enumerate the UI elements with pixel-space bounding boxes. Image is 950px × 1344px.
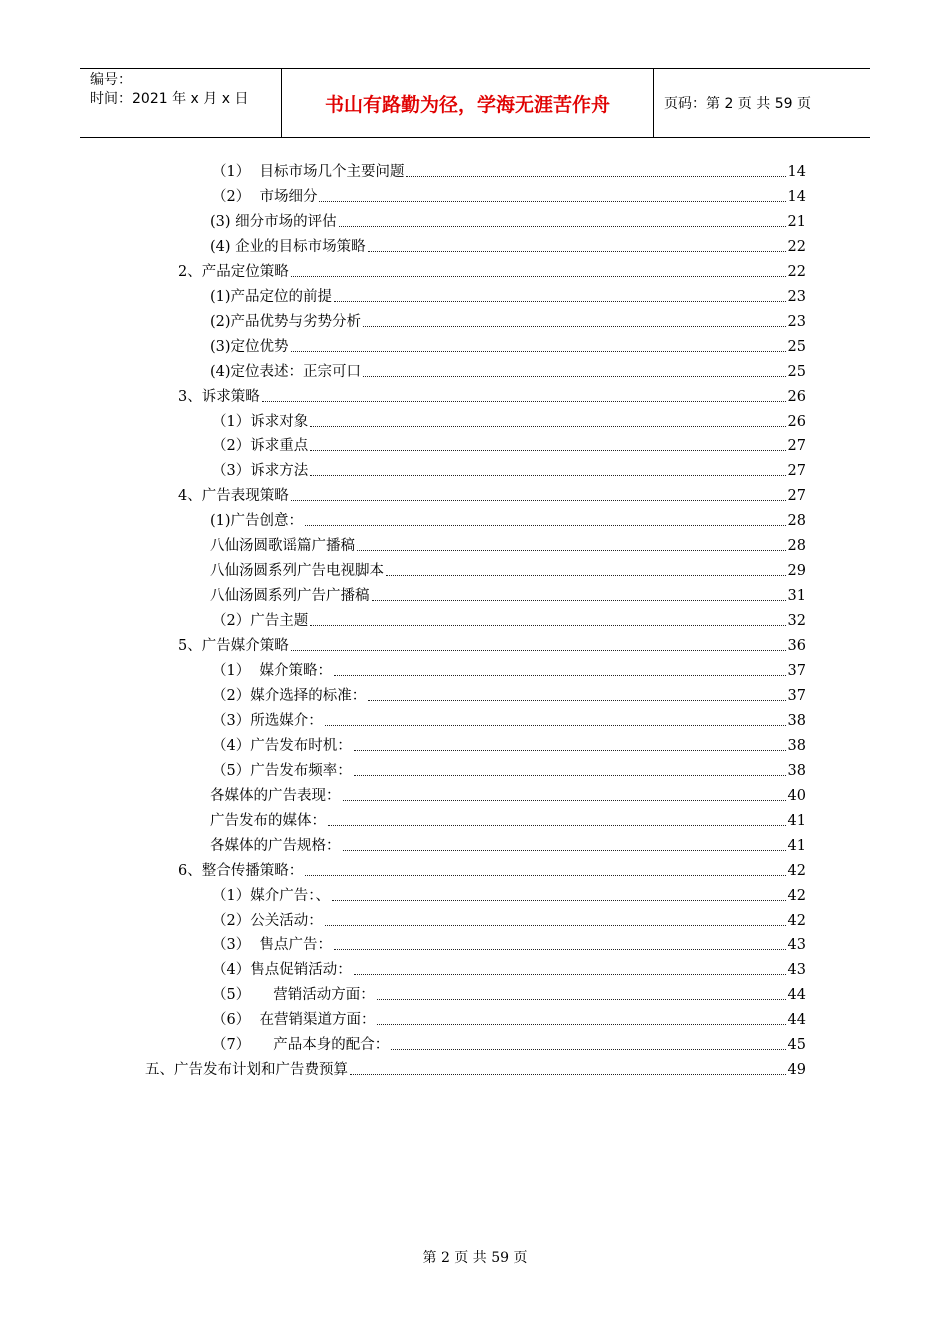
toc-entry-title: （1） 媒介策略：	[212, 663, 332, 679]
toc-entry[interactable]	[210, 532, 806, 556]
toc-entry-page: 23	[787, 313, 806, 330]
toc-entry-title: 八仙汤圆歌谣篇广播稿	[210, 538, 355, 555]
toc-entry-title: 4、广告表现策略	[178, 488, 289, 505]
toc-entry-page: 37	[787, 687, 806, 704]
toc-entry-title: （4）广告发布时机：	[212, 737, 352, 754]
toc-leader-dots	[310, 475, 785, 476]
toc-entry-page: 43	[787, 962, 806, 979]
toc-entry-page: 28	[787, 538, 806, 555]
toc-leader-dots	[291, 351, 786, 352]
toc-entry-page: 45	[787, 1037, 806, 1054]
toc-entry-page: 38	[787, 737, 806, 754]
toc-leader-dots	[354, 974, 786, 975]
toc-entry-page: 28	[787, 513, 806, 530]
toc-leader-dots	[354, 750, 786, 751]
toc-entry[interactable]	[212, 732, 806, 756]
toc-leader-dots	[368, 251, 786, 252]
toc-entry-page: 27	[787, 463, 806, 480]
toc-entry-page: 43	[787, 937, 806, 954]
toc-leader-dots	[334, 301, 786, 302]
document-date-label: 时间：2021 年 x 月 x 日	[90, 91, 249, 107]
toc-entry[interactable]	[212, 931, 806, 955]
toc-entry-title: 2、产品定位策略	[178, 263, 289, 280]
toc-leader-dots	[310, 450, 785, 451]
toc-entry[interactable]	[210, 233, 806, 257]
toc-entry-title: 5、广告媒介策略	[178, 638, 289, 655]
toc-entry-page: 37	[787, 663, 806, 679]
toc-entry-page: 23	[787, 288, 806, 305]
toc-leader-dots	[391, 1049, 785, 1050]
toc-entry[interactable]	[210, 807, 806, 831]
toc-entry-title: （1）诉求对象	[212, 413, 309, 430]
toc-entry[interactable]	[178, 482, 806, 506]
toc-entry-title: （1）媒介广告：、	[212, 887, 330, 904]
toc-entry-title: （3）诉求方法	[212, 463, 309, 480]
toc-leader-dots	[357, 550, 786, 551]
toc-entry-page: 26	[787, 388, 806, 405]
toc-entry[interactable]	[212, 981, 806, 1005]
toc-entry-page: 41	[787, 837, 806, 854]
toc-entry-title: 各媒体的广告表现：	[210, 787, 341, 804]
toc-entry[interactable]	[212, 707, 806, 731]
header-motto: 书山有路勤为径，学海无涯苦作舟	[282, 69, 654, 137]
toc-leader-dots	[325, 725, 786, 726]
toc-leader-dots	[305, 875, 785, 876]
toc-leader-dots	[343, 800, 786, 801]
toc-entry-page: 22	[787, 263, 806, 280]
toc-entry[interactable]	[210, 358, 806, 382]
toc-entry-title: （2）公关活动：	[212, 912, 323, 929]
toc-entry-page: 14	[787, 164, 806, 180]
toc-entry-page: 27	[787, 488, 806, 505]
toc-leader-dots	[350, 1074, 786, 1075]
page-footer: 第 2 页 共 59 页	[422, 1250, 528, 1266]
toc-entry-title: （7） 产品本身的配合：	[212, 1037, 390, 1054]
toc-leader-dots	[339, 226, 786, 227]
toc-entry[interactable]	[145, 1056, 806, 1080]
toc-entry[interactable]	[212, 408, 806, 432]
toc-entry-title: (4)定位表述：正宗可口	[210, 363, 362, 380]
toc-entry-page: 21	[787, 213, 806, 230]
toc-entry[interactable]	[210, 507, 806, 531]
page-header	[80, 68, 870, 138]
toc-entry-title: （5） 营销活动方面：	[212, 987, 375, 1004]
toc-leader-dots	[328, 825, 786, 826]
toc-entry[interactable]	[212, 432, 806, 456]
toc-entry-page: 42	[787, 912, 806, 929]
toc-entry-title: 广告发布的媒体：	[210, 812, 326, 829]
toc-leader-dots	[372, 600, 786, 601]
header-meta	[80, 69, 282, 137]
toc-entry-title: （3）所选媒介：	[212, 712, 323, 729]
toc-entry-title: （4）售点促销活动：	[212, 962, 352, 979]
toc-leader-dots	[363, 326, 786, 327]
toc-leader-dots	[386, 575, 786, 576]
toc-entry-title: (1)广告创意：	[210, 513, 304, 530]
toc-leader-dots	[406, 176, 785, 177]
toc-entry-title: （2）诉求重点	[212, 438, 309, 455]
toc-entry-title: (1)产品定位的前提	[210, 288, 333, 305]
toc-entry-title: (3) 细分市场的评估	[210, 213, 337, 230]
toc-leader-dots	[310, 625, 785, 626]
toc-entry[interactable]	[178, 258, 806, 282]
toc-entry-page: 38	[787, 762, 806, 779]
toc-entry-title: 6、整合传播策略：	[178, 862, 304, 879]
toc-entry[interactable]	[212, 1031, 806, 1055]
toc-leader-dots	[377, 1024, 785, 1025]
toc-entry[interactable]	[210, 832, 806, 856]
header-page-info: 页码：第 2 页 共 59 页	[664, 96, 811, 112]
toc-entry-page: 42	[787, 887, 806, 904]
toc-entry[interactable]	[212, 907, 806, 931]
toc-entry[interactable]	[178, 632, 806, 656]
toc-entry[interactable]	[212, 956, 806, 980]
toc-entry[interactable]	[210, 308, 806, 332]
toc-entry-title: （6） 在营销渠道方面：	[212, 1012, 376, 1029]
toc-entry-title: 3、诉求策略	[178, 388, 260, 405]
toc-entry[interactable]	[212, 457, 806, 481]
toc-entry-title: （1） 目标市场几个主要问题	[212, 164, 405, 180]
toc-entry[interactable]	[212, 183, 806, 207]
toc-leader-dots	[363, 376, 786, 377]
toc-entry[interactable]	[210, 557, 806, 581]
toc-leader-dots	[368, 700, 785, 701]
toc-entry-title: (3)定位优势	[210, 338, 289, 355]
toc-entry-page: 32	[787, 613, 806, 630]
toc-entry[interactable]	[212, 757, 806, 781]
toc-leader-dots	[319, 201, 785, 202]
toc-leader-dots	[332, 900, 786, 901]
toc-entry-title: （2）广告主题	[212, 613, 309, 630]
toc-entry-page: 25	[787, 338, 806, 355]
toc-entry-page: 26	[787, 413, 806, 430]
document-number-label: 编号：	[90, 72, 132, 88]
toc-entry-title: (2)产品优势与劣势分析	[210, 313, 362, 330]
toc-entry[interactable]	[210, 582, 806, 606]
toc-leader-dots	[291, 276, 786, 277]
toc-entry[interactable]	[210, 333, 806, 357]
toc-entry[interactable]	[212, 158, 806, 182]
toc-entry-title: （2）媒介选择的标准：	[212, 687, 367, 704]
toc-entry-page: 14	[787, 188, 806, 205]
toc-entry[interactable]	[178, 857, 806, 881]
toc-entry-page: 41	[787, 812, 806, 829]
toc-entry[interactable]	[210, 283, 806, 307]
toc-entry-title: 各媒体的广告规格：	[210, 837, 341, 854]
toc-entry-title: (4) 企业的目标市场策略	[210, 238, 366, 255]
toc-leader-dots	[262, 401, 786, 402]
toc-entry-page: 22	[787, 238, 806, 255]
toc-entry[interactable]	[210, 208, 806, 232]
toc-entry-title: 八仙汤圆系列广告电视脚本	[210, 563, 384, 580]
toc-entry-title: 五、广告发布计划和广告费预算	[145, 1062, 348, 1079]
toc-entry-page: 42	[787, 862, 806, 879]
toc-entry[interactable]	[212, 682, 806, 706]
toc-leader-dots	[310, 426, 785, 427]
toc-entry[interactable]	[210, 782, 806, 806]
toc-entry-page: 44	[787, 1012, 806, 1029]
toc-entry[interactable]	[212, 607, 806, 631]
toc-leader-dots	[354, 775, 786, 776]
toc-leader-dots	[291, 650, 786, 651]
toc-entry-page: 31	[787, 588, 806, 605]
toc-entry[interactable]	[178, 383, 806, 407]
toc-entry-page: 38	[787, 712, 806, 729]
toc-leader-dots	[305, 525, 786, 526]
toc-entry-title: （5）广告发布频率：	[212, 762, 352, 779]
toc-entry[interactable]	[212, 1006, 806, 1030]
toc-entry-title: （3） 售点广告：	[212, 937, 332, 954]
toc-entry-page: 49	[787, 1062, 806, 1079]
toc-entry-page: 40	[787, 787, 806, 804]
toc-entry[interactable]	[212, 657, 806, 681]
toc-entry-page: 44	[787, 987, 806, 1004]
toc-entry-title: 八仙汤圆系列广告广播稿	[210, 588, 370, 605]
toc-entry-page: 36	[787, 638, 806, 655]
toc-leader-dots	[334, 675, 786, 676]
toc-entry-page: 29	[787, 563, 806, 580]
toc-leader-dots	[343, 850, 786, 851]
toc-entry-page: 25	[787, 363, 806, 380]
toc-entry[interactable]	[212, 882, 806, 906]
toc-leader-dots	[334, 949, 786, 950]
toc-entry-page: 27	[787, 438, 806, 455]
toc-leader-dots	[377, 999, 786, 1000]
toc-entry-title: （2） 市场细分	[212, 188, 318, 205]
toc-leader-dots	[291, 500, 786, 501]
toc-leader-dots	[325, 925, 786, 926]
